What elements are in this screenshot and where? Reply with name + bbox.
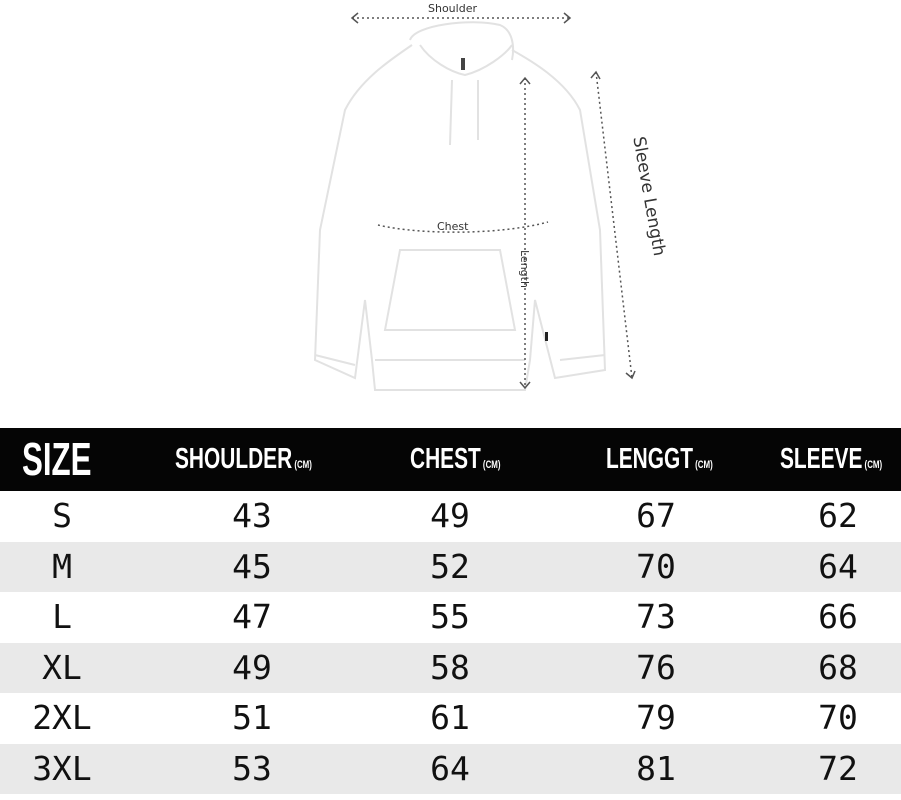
cell-sleeve: 72 xyxy=(818,748,858,788)
table-row xyxy=(0,643,901,694)
cell-shoulder: 47 xyxy=(232,597,272,636)
cell-size: 3XL xyxy=(32,748,92,788)
cell-size: M xyxy=(52,546,72,586)
shoulder-label: Shoulder xyxy=(428,2,477,15)
header-sleeve: SLEEVE (CM) xyxy=(780,443,883,475)
cell-chest: 61 xyxy=(430,698,470,737)
cell-size: XL xyxy=(42,647,82,687)
cell-sleeve: 66 xyxy=(818,597,858,636)
cell-shoulder: 53 xyxy=(232,748,272,788)
cell-sleeve: 64 xyxy=(818,546,858,586)
cell-shoulder: 45 xyxy=(232,546,272,586)
cell-length: 67 xyxy=(636,496,676,535)
cell-shoulder: 51 xyxy=(232,698,272,737)
cell-chest: 55 xyxy=(430,597,470,636)
cell-sleeve: 68 xyxy=(818,647,858,687)
header-length: LENGGT (CM) xyxy=(606,443,713,475)
cell-shoulder: 43 xyxy=(232,496,272,535)
cell-size: 2XL xyxy=(32,698,92,737)
header-shoulder: SHOULDER (CM) xyxy=(175,443,312,475)
cell-chest: 58 xyxy=(430,647,470,687)
cell-length: 73 xyxy=(636,597,676,636)
cell-sleeve: 70 xyxy=(818,698,858,737)
cell-sleeve: 62 xyxy=(818,496,858,535)
cell-length: 70 xyxy=(636,546,676,586)
table-row xyxy=(0,491,901,542)
cell-length: 79 xyxy=(636,698,676,737)
cell-chest: 49 xyxy=(430,496,470,535)
size-chart-table xyxy=(0,428,901,794)
header-sleeve-unit: (CM) xyxy=(864,459,883,471)
cell-shoulder: 49 xyxy=(232,647,272,687)
cell-length: 81 xyxy=(636,748,676,788)
cell-chest: 52 xyxy=(430,546,470,586)
cell-size: S xyxy=(52,496,72,535)
cell-length: 76 xyxy=(636,647,676,687)
table-header xyxy=(0,428,901,491)
table-row xyxy=(0,542,901,593)
table-row xyxy=(0,744,901,795)
cell-chest: 64 xyxy=(430,748,470,788)
header-shoulder-unit: (CM) xyxy=(294,459,312,471)
table-row xyxy=(0,693,901,744)
header-chest: CHEST (CM) xyxy=(410,443,501,475)
header-chest-unit: (CM) xyxy=(482,459,501,471)
length-label: Length xyxy=(518,250,531,288)
header-length-unit: (CM) xyxy=(695,459,713,471)
table-row xyxy=(0,592,901,643)
sleeve-length-label: Sleeve Length xyxy=(628,135,670,258)
cell-size: L xyxy=(52,597,72,636)
chest-label: Chest xyxy=(437,220,469,233)
header-size: SIZE xyxy=(22,433,92,485)
